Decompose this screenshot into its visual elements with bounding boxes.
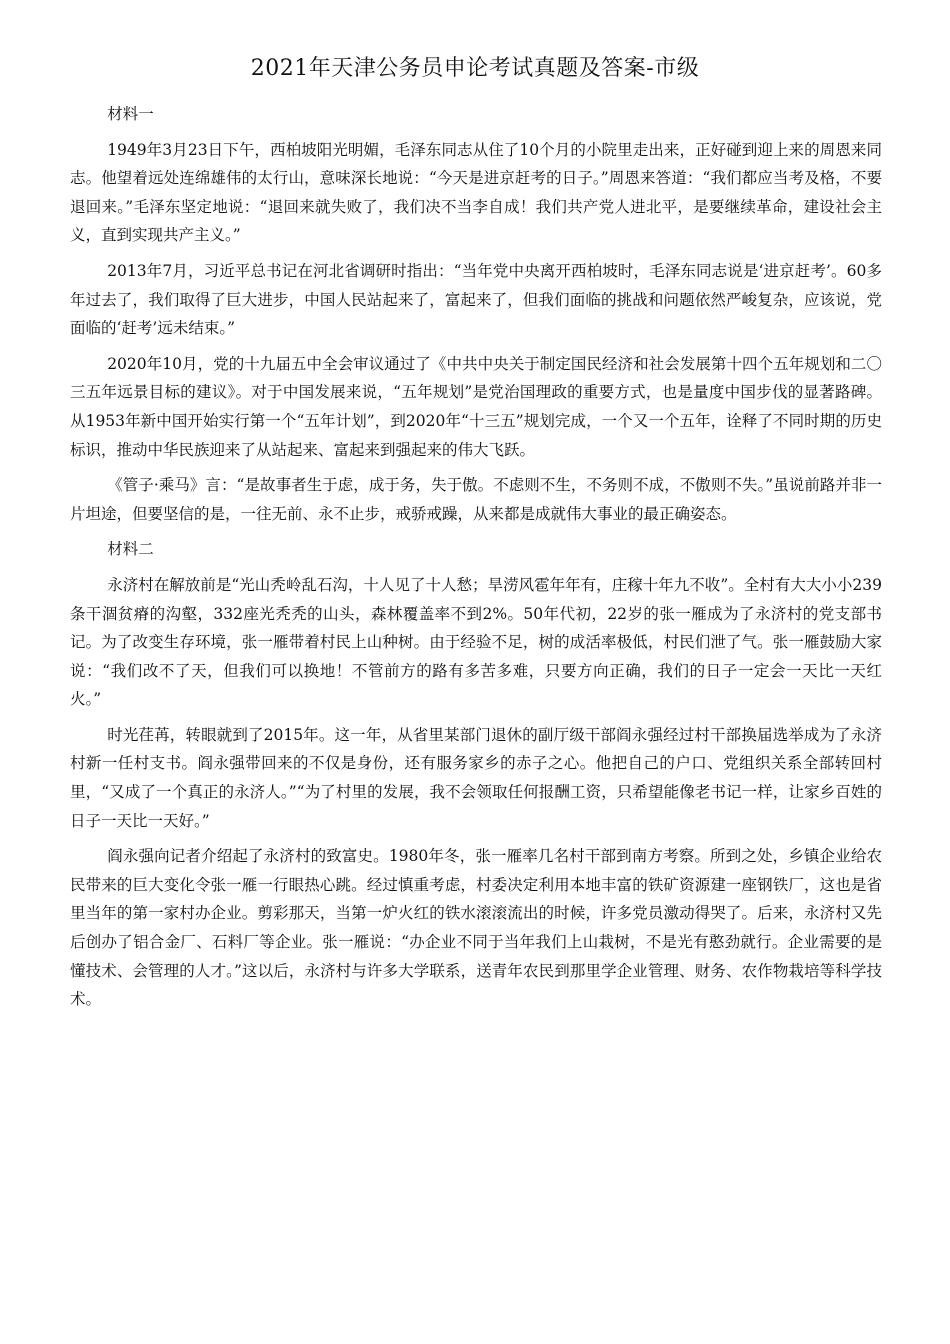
- material-one-heading: 材料一: [107, 105, 154, 123]
- material-two-paragraph-1: 永济村在解放前是“光山秃岭乱石沟，十人见了十人愁；旱涝风雹年年有，庄稼十年九不收”。全村有大大小小239条干涸贫瘠的沟壑，332座光秃秃的山头，森林覆盖率不到2%。50年代初，22岁的张一雁成为了永济村的党支部书记。为了改变生存环境，张一雁带着村民上山种树。由于经验不足，树的成活率极低，村民们泄了气。张一雁鼓励大家说：“我们改不了天，但我们可以换地！不管前方的路有多苦多难，只要方向正确，我们的日子一定会一天比一天红火。”: [70, 575, 882, 709]
- document-body: [70, 100, 882, 1021]
- material-one-paragraph-2: 2013年7月，习近平总书记在河北省调研时指出：“当年党中央离开西柏坡时，毛泽东同志说是‘进京赶考’。60多年过去了，我们取得了巨大进步，中国人民站起来了，富起来了，但我们面临的挑战和问题依然严峻复杂，应该说，党面临的‘赶考’远未结束。”: [70, 261, 882, 338]
- material-one-paragraph-1: 1949年3月23日下午，西柏坡阳光明媚，毛泽东同志从住了10个月的小院里走出来，正好碰到迎上来的周恩来同志。他望着远处连绵雄伟的太行山，意味深长地说：“今天是进京赶考的日子。”周恩来答道：“我们都应当考及格，不要退回来。”毛泽东坚定地说：“退回来就失败了，我们决不当李自成！我们共产党人进北平，是要继续革命，建设社会主义，直到实现共产主义。”: [70, 140, 882, 245]
- material-two-paragraph-3: 阎永强向记者介绍起了永济村的致富史。1980年冬，张一雁率几名村干部到南方考察。所到之处，乡镇企业给农民带来的巨大变化令张一雁一行眼热心跳。经过慎重考虑，村委决定利用本地丰富的铁矿资源建一座钢铁厂，这也是省里当年的第一家村办企业。剪彩那天，当第一炉火红的铁水滚滚流出的时候，许多党员激动得哭了。后来，永济村又先后创办了铝合金厂、石料厂等企业。张一雁说：“办企业不同于当年我们上山栽树，不是光有憨劲就行。企业需要的是懂技术、会管理的人才。”这以后，永济村与许多大学联系，送青年农民到那里学企业管理、财务、农作物栽培等科学技术。: [70, 847, 882, 1009]
- material-two-paragraph-2: 时光荏苒，转眼就到了2015年。这一年，从省里某部门退休的副厅级干部阎永强经过村干部换届选举成为了永济村新一任村支书。阎永强带回来的不仅是身份，还有服务家乡的赤子之心。他把自己的户口、党组织关系全部转回村里，“又成了一个真正的永济人。”“为了村里的发展，我不会领取任何报酬工资，只希望能像老书记一样，让家乡百姓的日子一天比一天好。”: [70, 725, 882, 830]
- material-one-paragraph-3: 2020年10月，党的十九届五中全会审议通过了《中共中央关于制定国民经济和社会发展第十四个五年规划和二〇三五年远景目标的建议》。对于中国发展来说，“五年规划”是党治国理政的重要方式，也是量度中国步伐的显著路碑。从1953年新中国开始实行第一个“五年计划”，到2020年“十三五”规划完成，一个又一个五年，诠释了不同时期的历史标识，推动中华民族迎来了从站起来、富起来到强起来的伟大飞跃。: [70, 354, 882, 459]
- material-two-heading: 材料二: [107, 540, 154, 559]
- material-one-paragraph-4: 《管子·乘马》言：“是故事者生于虑，成于务，失于傲。不虑则不生，不务则不成，不傲则不失。”虽说前路并非一片坦途，但要坚信的是，一往无前、永不止步，戒骄戒躁，从来都是成就伟大事业的最正确姿态。: [70, 476, 882, 523]
- document-title: 2021年天津公务员申论考试真题及答案-市级: [250, 56, 700, 81]
